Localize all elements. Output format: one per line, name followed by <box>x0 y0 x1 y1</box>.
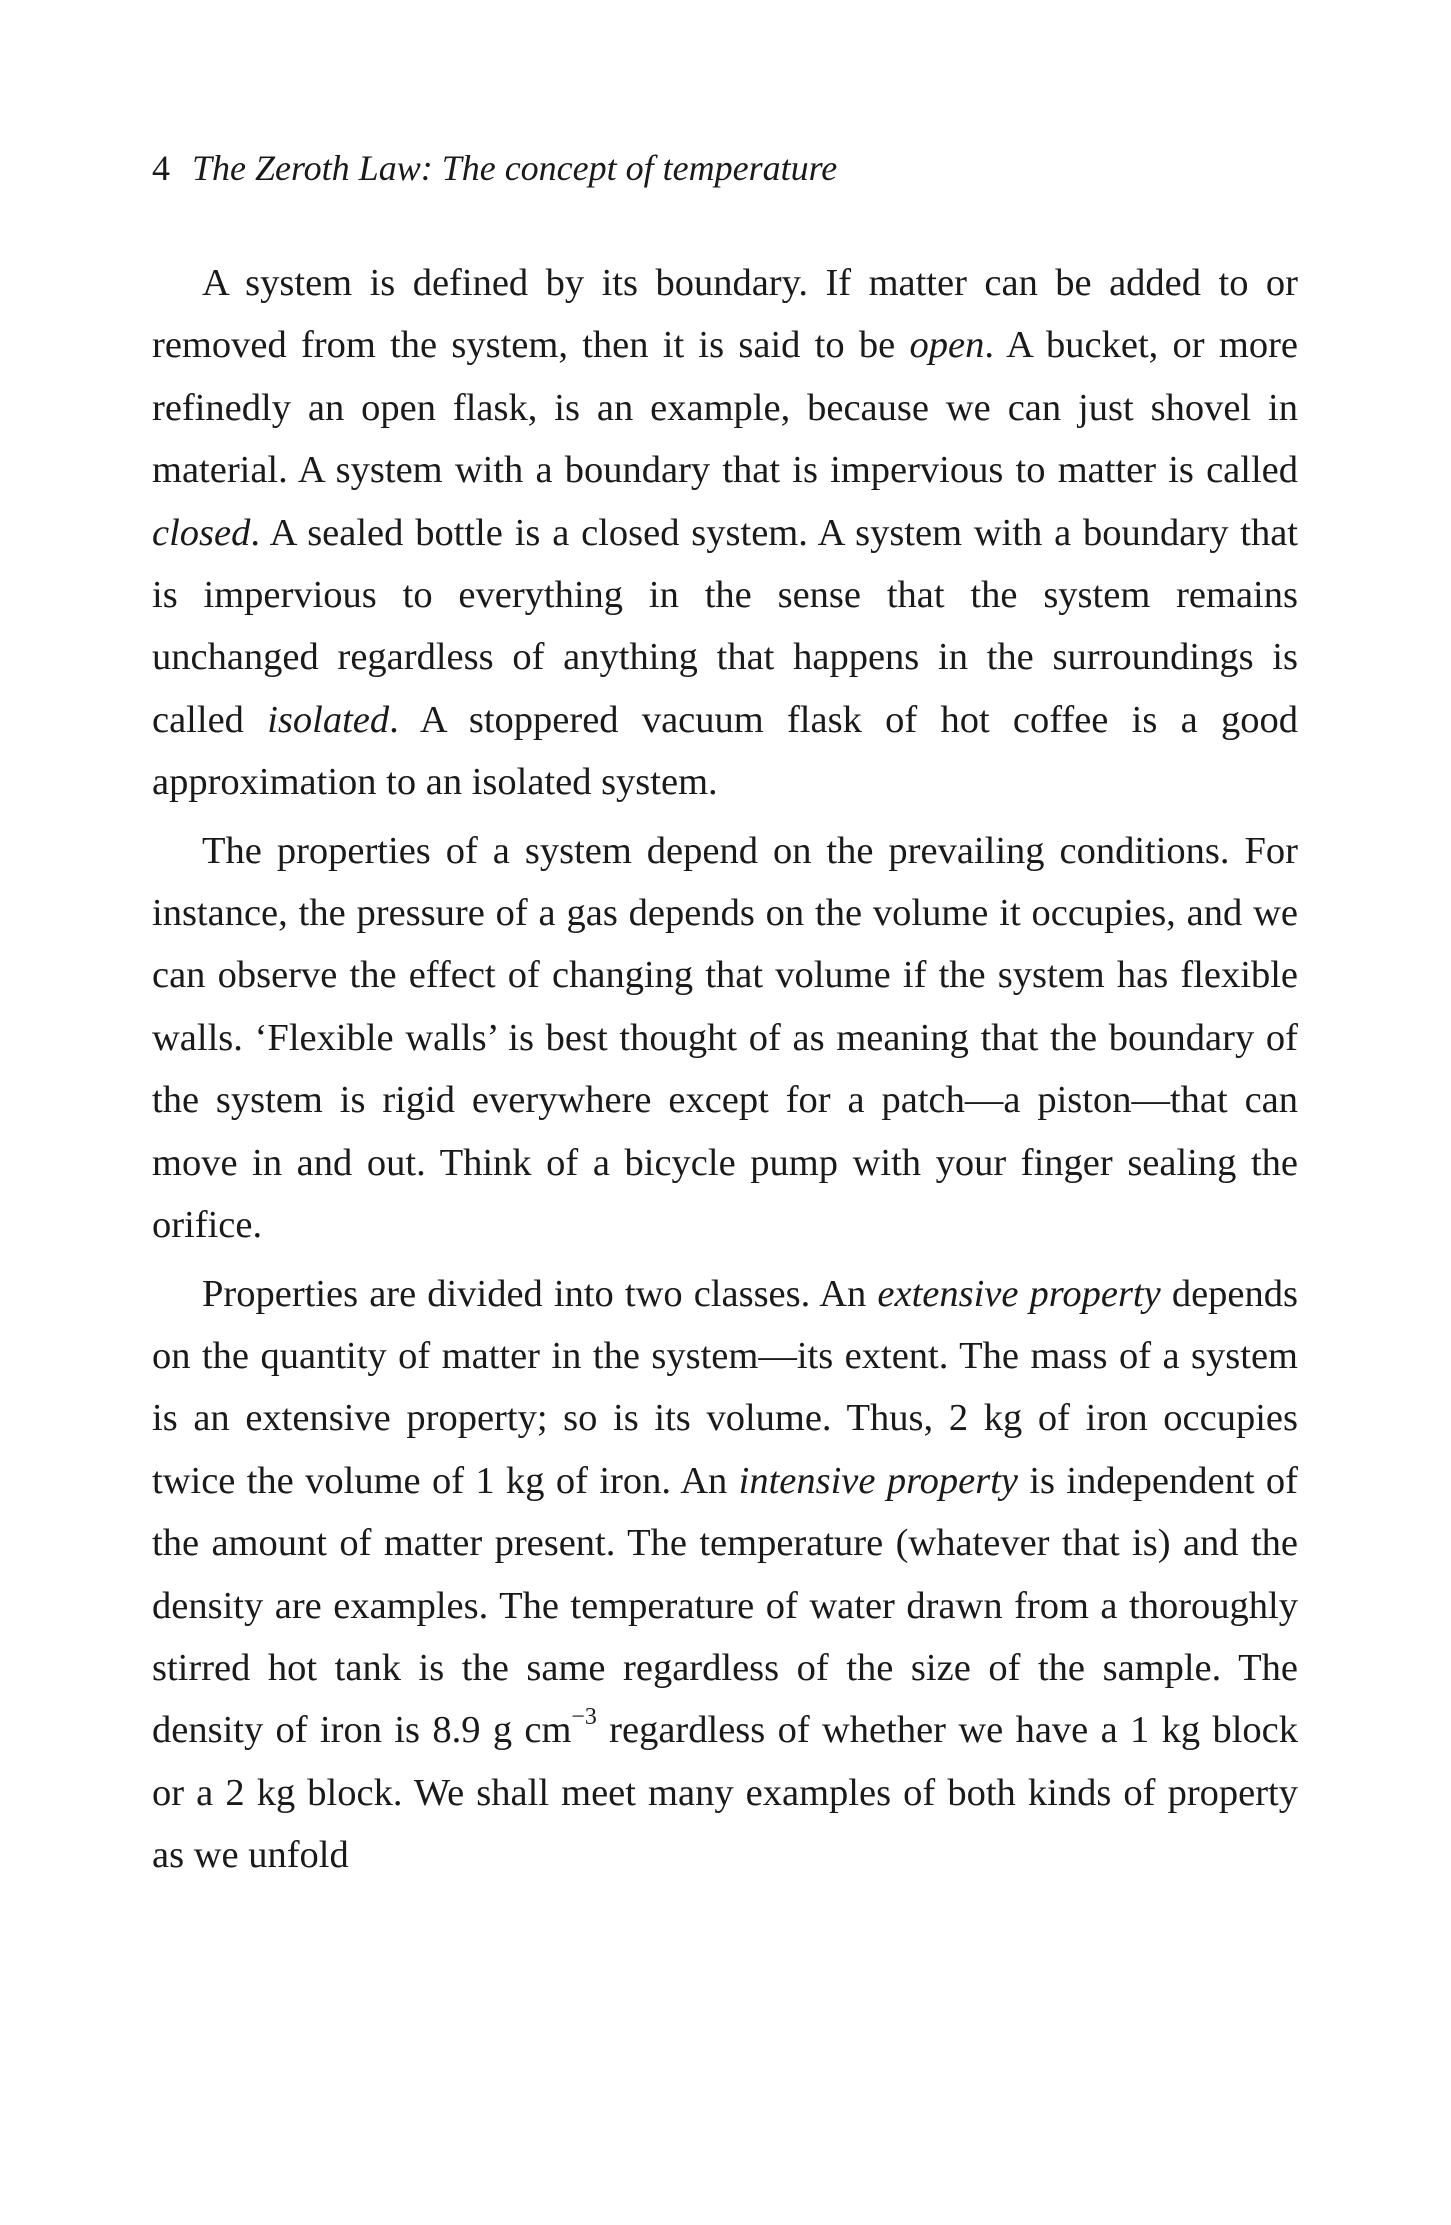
chapter-title: The Zeroth Law: The concept of temperature <box>192 148 838 188</box>
paragraph-properties-conditions: The properties of a system depend on the prevailing conditions. For instance, the pressure of a gas depends on the volume it occupies, and we can observe the effect of changing that volume if the system has flexible walls. ‘Flexible walls’ is best thought of as meaning that the boundary of the system is rigid everywhere except for a patch—a piston—that can move in and out. Think of a bicycle pump with your finger sealing the orifice. <box>152 829 1298 1247</box>
body-text <box>152 252 1298 1887</box>
term-extensive-property: extensive property <box>877 1272 1161 1315</box>
term-open: open <box>909 324 985 367</box>
paragraph-system-boundary: A system is defined by its boundary. If matter can be added to or removed from the system, then it is said to be open. A bucket, or more refinedly an open flask, is an example, because we can just shovel in material. A system with a boundary that is impervious to matter is called closed. A sealed bottle is a closed system. A system with a boundary that is impervious to everything in the sense that the system remains unchanged regardless of anything that happens in the surroundings is called isolated. A stoppered vacuum flask of hot coffee is a good approximation to an isolated system. <box>152 262 1299 804</box>
density-exponent: −3 <box>571 1704 597 1731</box>
page-number: 4 <box>152 148 170 188</box>
term-intensive-property: intensive property <box>738 1459 1018 1502</box>
paragraph-property-classes: Properties are divided into two classes. An extensive property depends on the quantity of matter in the system—its extent. The mass of a system is an extensive property; so is its volume. Thus, 2 kg of iron occupies twice the volume of 1 kg of iron. An intensive property is independent of the amount of matter present. The temperature (whatever that is) and the density are examples. The temperature of water drawn from a thoroughly stirred hot tank is the same regardless of the size of the sample. The density of iron is 8.9 g $cm^{-3}$ regardless of whether we have a 1 kg block or a 2 kg block. We shall meet many examples of both kinds of property as we unfold <box>152 1272 1298 1877</box>
running-head <box>152 146 837 190</box>
term-closed: closed <box>152 511 251 554</box>
term-isolated: isolated <box>267 698 390 741</box>
